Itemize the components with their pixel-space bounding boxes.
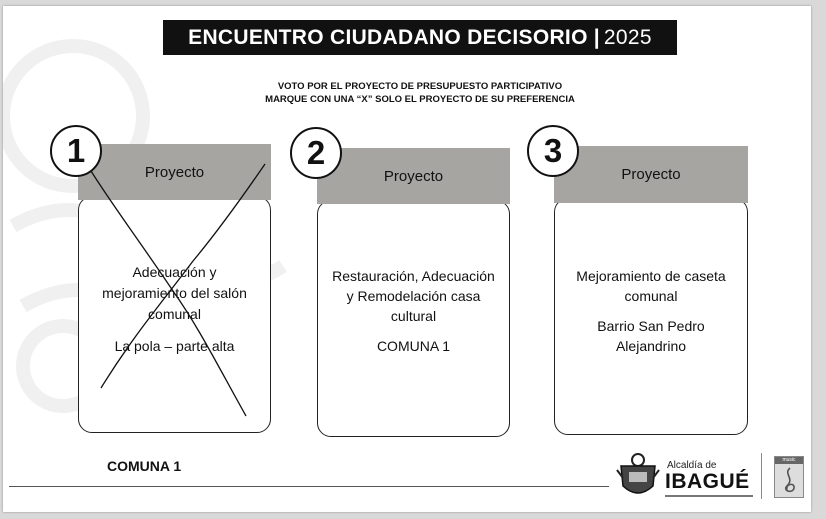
logo-underline <box>665 495 753 497</box>
ballot-page <box>3 6 811 512</box>
project-3-location-2: Alejandrino <box>615 338 687 354</box>
footer-comuna: COMUNA 1 <box>107 458 182 474</box>
project-3-line-2: comunal <box>624 288 678 304</box>
project-3-location-1: Barrio San Pedro <box>597 318 705 334</box>
project-description-3 <box>558 266 744 356</box>
project-1-line-3: comunal <box>148 306 201 322</box>
project-2-location: COMUNA 1 <box>376 338 451 354</box>
instruction-line-1: VOTO POR EL PROYECTO DE PRESUPUESTO PARTICIPATIVO <box>277 81 563 92</box>
ibague-music-seal-icon <box>774 456 804 498</box>
project-1-location: La pola – parte alta <box>114 338 235 354</box>
title-year: 2025 <box>603 25 652 49</box>
project-description-1 <box>83 262 266 357</box>
alcaldia-ibague-logo <box>615 450 753 502</box>
project-2-line-2: y Remodelación casa <box>346 288 481 304</box>
ballot-title <box>163 20 677 55</box>
project-header-1: Proyecto <box>78 144 271 200</box>
logo-subtitle: Alcaldía de <box>667 460 717 471</box>
instruction-line-2: MARQUE CON UNA “X” SOLO EL PROYECTO DE SU PREFERENCIA <box>265 94 575 105</box>
project-2-line-1: Restauración, Adecuación <box>332 268 495 284</box>
footer-divider <box>9 486 609 487</box>
logo-title: IBAGUÉ <box>665 470 750 493</box>
project-2-line-3: cultural <box>390 308 437 324</box>
project-3-line-1: Mejoramiento de caseta <box>576 268 726 284</box>
project-1-line-1: Adecuación y <box>132 264 217 280</box>
project-description-2 <box>319 266 508 356</box>
title-main: ENCUENTRO CIUDADANO DECISORIO <box>188 25 588 49</box>
seal-label: music <box>775 457 803 464</box>
project-number-1: 1 <box>50 125 102 177</box>
project-number-3: 3 <box>527 125 579 177</box>
project-number-2: 2 <box>290 127 342 179</box>
project-header-2: Proyecto <box>317 148 510 204</box>
logo-separator <box>761 453 762 499</box>
ibague-coat-of-arms-icon <box>615 450 661 500</box>
title-separator: | <box>593 25 600 49</box>
project-header-3: Proyecto <box>554 146 748 203</box>
voting-instructions <box>163 80 677 106</box>
project-1-line-2: mejoramiento del salón <box>102 285 247 301</box>
treble-clef-icon <box>775 464 803 497</box>
